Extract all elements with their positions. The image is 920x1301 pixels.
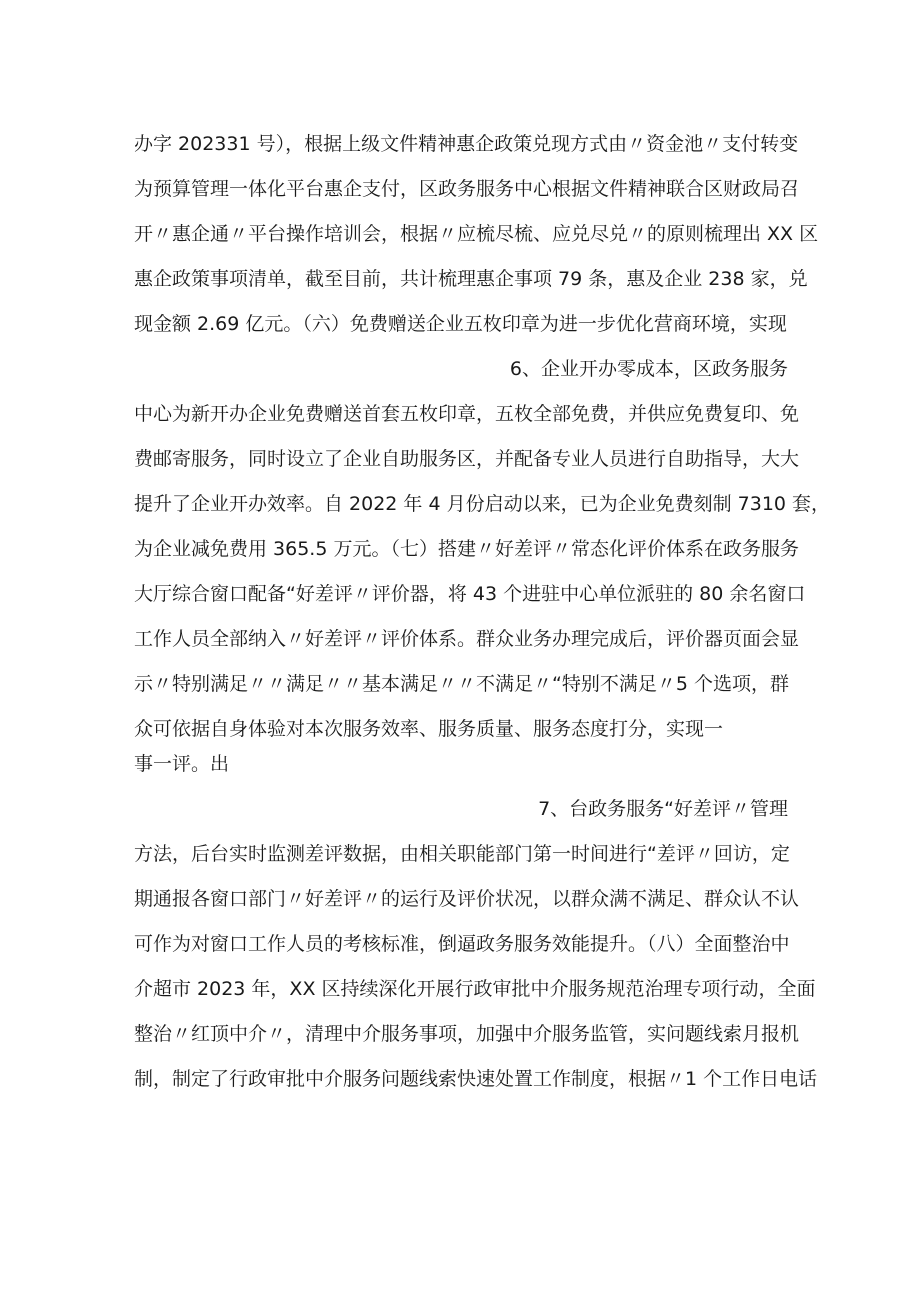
text-line: 大厅综合窗口配备“好差评〃评价器，将 43 个进驻中心单位派驻的 80 余名窗口: [134, 583, 806, 605]
text-line: 方法，后台实时监测差评数据，由相关职能部门第一时间进行“差评〃回访，定: [134, 843, 790, 865]
text-line: 制，制定了行政审批中介服务问题线索快速处置工作制度，根据〃1 个工作日电话: [134, 1068, 818, 1090]
text-line: 惠企政策事项清单，截至目前，共计梳理惠企事项 79 条，惠及企业 238 家，兑: [134, 268, 808, 290]
text-line: 提升了企业开办效率。自 2022 年 4 月份启动以来，已为企业免费刻制 7310 套，: [134, 493, 831, 515]
text-line: 示〃特别满足〃〃满足〃〃基本满足〃〃不满足〃“特别不满足〃5 个选项，群: [134, 673, 789, 695]
text-line: 众可依据自身体验对本次服务效率、服务质量、服务态度打分，实现一: [134, 718, 724, 740]
text-line: 开〃惠企通〃平台操作培训会，根据〃应梳尽梳、应兑尽兑〃的原则梳理出 XX 区: [134, 223, 819, 245]
text-line: 整治〃红顶中介〃，清理中介服务事项，加强中介服务监管，实问题线索月报机: [134, 1023, 800, 1045]
text-line: 为企业减免费用 365.5 万元。（七）搭建〃好差评〃常态化评价体系在政务服务: [134, 538, 799, 560]
text-line: 办字 202331 号），根据上级文件精神惠企政策兑现方式由〃资金池〃支付转变: [134, 133, 799, 155]
text-line: 工作人员全部纳入〃好差评〃评价体系。群众业务办理完成后，评价器页面会显: [134, 628, 800, 650]
text-line: 为预算管理一体化平台惠企支付，区政务服务中心根据文件精神联合区财政局召: [134, 178, 800, 200]
text-line: 现金额 2.69 亿元。（六）免费赠送企业五枚印章为进一步优化营商环境，实现: [134, 313, 787, 335]
section-heading-7: 7、台政务服务“好差评〃管理: [538, 798, 788, 820]
text-line: 费邮寄服务，同时设立了企业自助服务区，并配备专业人员进行自助指导，大大: [134, 448, 800, 470]
text-line: 事一评。出: [134, 753, 230, 775]
text-line: 可作为对窗口工作人员的考核标准，倒逼政务服务效能提升。（八）全面整治中: [134, 933, 790, 955]
text-line: 中心为新开办企业免费赠送首套五枚印章，五枚全部免费，并供应免费复印、免: [134, 403, 800, 425]
text-line: 期通报各窗口部门〃好差评〃的运行及评价状况，以群众满不满足、群众认不认: [134, 888, 800, 910]
text-line: 介超市 2023 年，XX 区持续深化开展行政审批中介服务规范治理专项行动，全面: [134, 978, 816, 1000]
section-heading-6: 6、企业开办零成本，区政务服务: [509, 358, 788, 380]
